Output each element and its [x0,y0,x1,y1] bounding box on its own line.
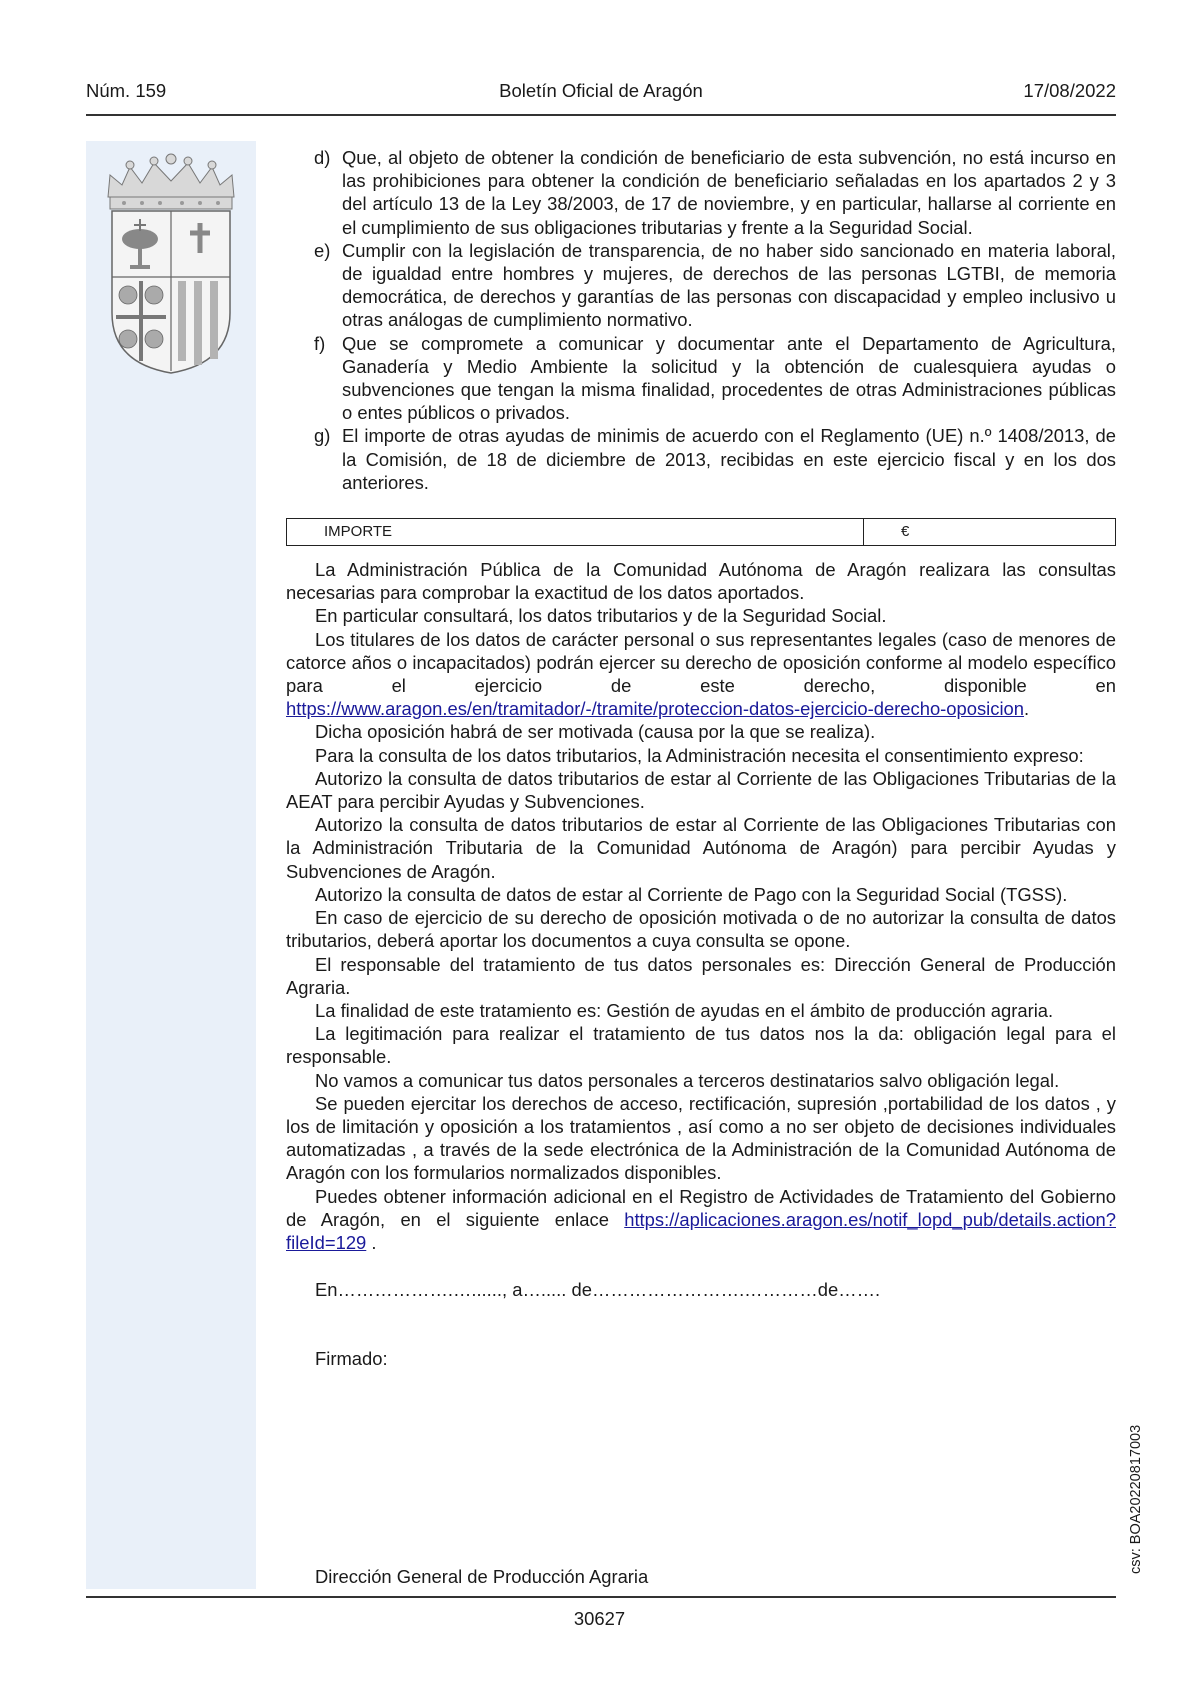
paragraph [286,628,1116,721]
list-text: Cumplir con la legislación de transparencia, de no haber sido sancionado en materia laboral, de igualdad entre hombres y mujeres, de derechos de las personas LGTBI, de memoria democrática, de derechos y garantías de las personas con discapacidad y empleo inclusivo u otras análogas de cumplimiento normativo. [342,239,1116,331]
bulletin-date: 17/08/2022 [1023,80,1116,101]
importe-label: IMPORTE [287,519,864,546]
footer-rule [86,1596,1116,1598]
csv-code: csv: BOA20220817003 [1128,1424,1144,1574]
paragraph-text: Puedes obtener información adicional en el Registro de Actividades de Tratamiento del Gobierno de Aragón, en el siguiente enlace [286,1185,1116,1230]
signature-org: Dirección General de Producción Agraria [315,1566,649,1587]
list-text: Que, al objeto de obtener la condición de beneficiario de esta subvención, no está incurso en las prohibiciones para obtener la condición de beneficiario señaladas en los apartados 2 y 3 del artículo 13 de la Ley 38/2003, de 17 de noviembre, y en particular, hallarse al corriente en el cumplimiento de sus obligaciones tributarias y frente a la Seguridad Social. [342,147,1116,238]
list-item [286,146,1116,239]
paragraph: Autorizo la consulta de datos tributarios de estar al Corriente de las Obligaciones Tributarias de la AEAT para percibir Ayudas y Subvenciones. [286,767,1116,813]
list-marker: e) [314,239,331,261]
list-marker: g) [314,425,331,447]
list-text: El importe de otras ayudas de minimis de acuerdo con el Reglamento (UE) n.º 1408/2013, de la Comisión, de 18 de diciembre de 2013, recibidas en este ejercicio fiscal y en los dos anteriores. [342,425,1116,493]
list-marker: d) [314,147,331,168]
list-item [286,332,1116,425]
list-item [286,239,1116,332]
paragraph: En caso de ejercicio de su derecho de oposición motivada o de no autorizar la consulta de datos tributarios, deberá aportar los documentos a cuya consulta se opone. [286,907,1116,952]
paragraph: El responsable del tratamiento de tus datos personales es: Dirección General de Producción Agraria. [286,953,1116,998]
paragraph: Autorizo la consulta de datos tributarios de estar al Corriente de las Obligaciones Tributarias con la Administración Tributaria de la Comunidad Autónoma de Aragón) para percibir Ayudas y Subvenciones de Aragón. [286,814,1116,882]
paragraph: Autorizo la consulta de datos de estar al Corriente de Pago con la Seguridad Social (TGSS). [315,883,1068,905]
table-row [287,519,1116,546]
paragraph: Dicha oposición habrá de ser motivada (causa por la que se realiza). [315,721,876,743]
paragraph [286,1185,1116,1255]
paragraph: Para la consulta de los datos tributarios, la Administración necesita el consentimiento expreso: [315,744,1084,766]
paragraph: La Administración Pública de la Comunidad Autónoma de Aragón realizara las consultas necesarias para comprobar la exactitud de los datos aportados. [286,559,1116,604]
registry-link[interactable]: https://aplicaciones.aragon.es/notif_lopd_pub/details.action?fileId=129 [286,1208,1116,1253]
page-number: 30627 [573,1608,626,1629]
opposition-link[interactable]: https://www.aragon.es/en/tramitador/-/tramite/proteccion-datos-ejercicio-derecho-oposicion [286,698,1025,720]
importe-table [286,518,1116,546]
date-line: En……………….…......, a…..... de…………………….…………de……. [315,1279,881,1301]
list-marker: f) [314,332,326,354]
page-header [86,76,1116,116]
paragraph-text: . [1024,698,1030,720]
paragraph: No vamos a comunicar tus datos personales a terceros destinatarios salvo obligación legal. [315,1069,1060,1091]
main-content [286,146,1116,1371]
importe-value-field[interactable]: € [863,519,1115,546]
coat-of-arms-icon [100,153,242,375]
paragraph: La finalidad de este tratamiento es: Gestión de ayudas en el ámbito de producción agraria. [315,999,1054,1021]
paragraph-text: . [366,1231,377,1253]
bulletin-number: Núm. 159 [86,80,167,101]
signed-label: Firmado: [315,1348,388,1370]
paragraph: En particular consultará, los datos tributarios y de la Seguridad Social. [315,605,887,627]
sidebar-band [86,141,256,1589]
list-item [286,424,1116,494]
paragraph: La legitimación para realizar el tratamiento de tus datos nos la da: obligación legal para el responsable. [286,1023,1116,1068]
list-text: Que se compromete a comunicar y documentar ante el Departamento de Agricultura, Ganadería y Medio Ambiente la solicitud y la obtención de cualesquiera ayudas o subvenciones que tengan la misma finalidad, procedentes de otras Administraciones públicas o entes públicos o privados. [342,332,1116,424]
bulletin-title: Boletín Oficial de Aragón [499,80,703,101]
paragraph: Se pueden ejercitar los derechos de acceso, rectificación, supresión ,portabilidad de los datos , y los de limitación y oposición a los tratamientos , así como a no ser objeto de decisiones individuales automatizadas , a través de la sede electrónica de la Administración de la Comunidad Autónoma de Aragón con los formularios normalizados disponibles. [286,1092,1116,1184]
declaration-list [286,146,1116,494]
paragraph-text: Los titulares de los datos de carácter personal o sus representantes legales (caso de menores de catorce años o incapacitados) podrán ejercer su derecho de oposición conforme al modelo específico para el ejercicio de este derecho, disponible en [286,628,1116,697]
